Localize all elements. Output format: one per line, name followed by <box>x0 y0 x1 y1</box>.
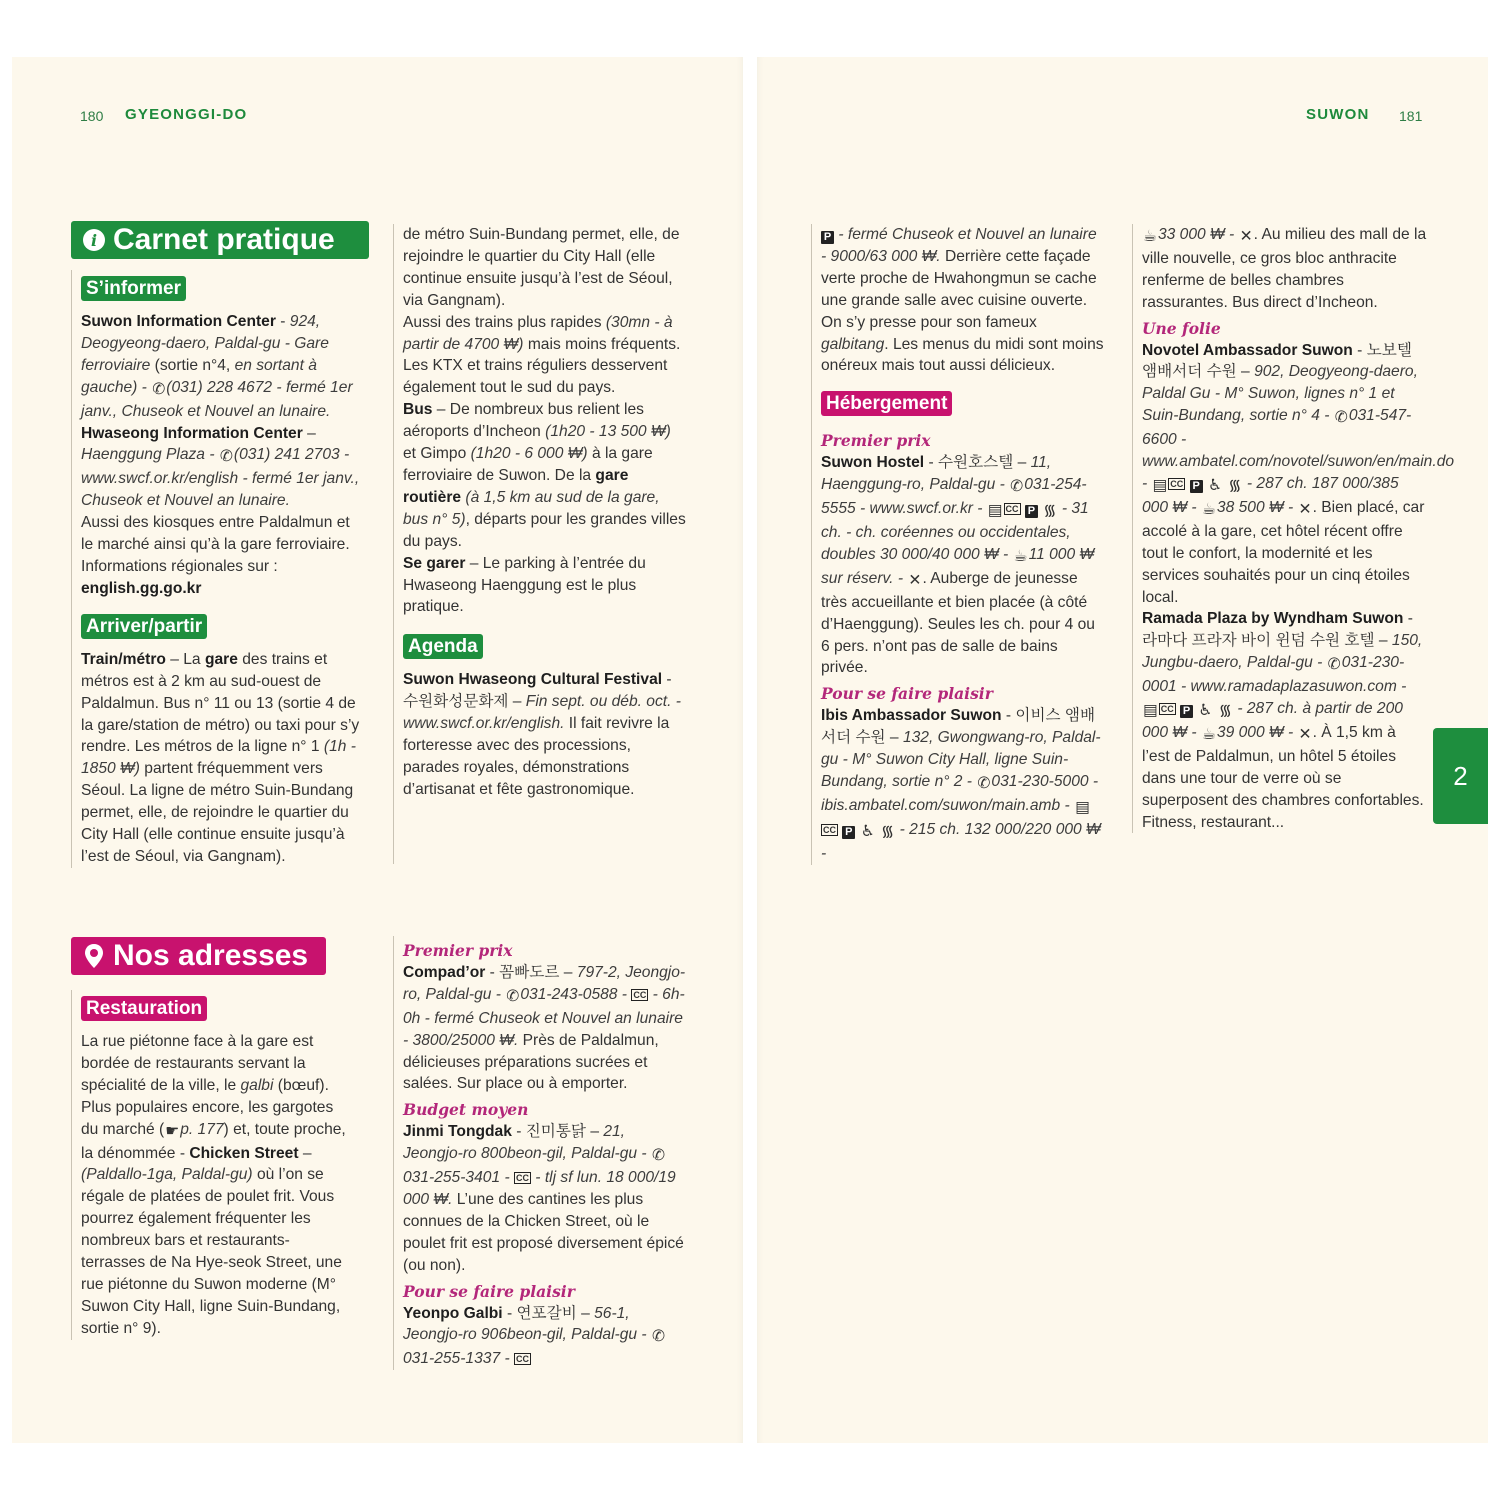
breakfast-cup-icon: ☕ <box>1201 725 1216 743</box>
carnet-pratique-title: Carnet pratique <box>113 223 335 256</box>
chapter-tab[interactable] <box>1433 728 1488 824</box>
hotel-name: Ramada Plaza by Wyndham Suwon <box>1142 610 1404 628</box>
bus-paragraph: Bus – De nombreux bus relient les aéroports d’Incheon (1h20 - 13 500 ₩) et Gimpo (1h20 - 6 000 ₩) à la gare ferroviaire de Suwon. De la gare routière (à 1,5 km au sud de la gare, bus n° 5), départs pour les grandes villes du pays. <box>403 401 686 550</box>
column-right-2 <box>1132 224 1455 833</box>
map-pin-icon <box>81 943 107 969</box>
running-head-left: GYEONGGI-DO <box>125 106 248 123</box>
category-label: Premier prix <box>403 941 513 960</box>
wifi-icon: ᯾ <box>881 822 895 840</box>
fast-trains-paragraph: Aussi des trains plus rapides (30mn - à partir de 4700 ₩) mais moins fréquents. Les KTX et trains réguliers desservent également tout le sud du pays. <box>403 313 681 397</box>
air-conditioning-icon: ▤ <box>1152 476 1168 494</box>
running-head-right: SUWON <box>1306 106 1370 123</box>
info-entry-suwon: Suwon Information Center - 924, Deogyeong-daero, Paldal-gu - Gare ferroviaire (sortie n°4, en sortant à gauche) - ✆(031) 228 4672 - fermé 1er janv., Chuseok et Nouvel an lunaire. <box>81 313 353 420</box>
chapter-number: 2 <box>1453 760 1468 791</box>
parking-icon: P <box>1180 705 1193 718</box>
hotel-ramada-plaza: Ramada Plaza by Wyndham Suwon - 라마다 프라자 바이 윈덤 수원 호텔 – 150, Jungbu-daero, Paldal-gu - ✆031-230-0001 - www.ramadaplazasuwon.com - ▤ CC P ♿ ᯾ - 287 ch. à partir de 200 000 ₩ - ☕39 000 ₩ - ✕. À 1,5 km à l’est de Paldalmun, un hôtel 5 étoiles dans une tour de verre où se superposent des chambres confortables. Fitness, restaurant... <box>1142 610 1424 831</box>
phone-icon: ✆ <box>651 1147 666 1165</box>
section-heading-arriver: Arriver/partir <box>81 614 207 639</box>
parking-icon: P <box>842 826 855 839</box>
hotel-ibis-ambassador: Pour se faire plaisir Ibis Ambassador Suwon - 이비스 앰배서더 수원 – 132, Gwongwang-ro, Paldal-gu - M° Suwon City Hall, ligne Suin-Bundang, sortie n° 2 - ✆031-230-5000 - ibis.ambatel.com/suwon/main.amb - ▤CC P ♿ ᯾ - 215 ch. 132 000/220 000 ₩ - <box>821 683 1106 864</box>
wifi-icon: ᯾ <box>1228 476 1242 494</box>
restauration-intro: La rue piétonne face à la gare est bordée de restaurants servant la spécialité de la ville, le galbi (bœuf). Plus populaires encore, les gargotes du marché (☛p. 177) et, toute proche, la dénommée - Chicken Street – (Paldallo-1ga, Paldal-gu) où l’on se régale de platées de poulet frit. Vous pourrez également fréquenter les nombreux bars et restaurants-terrasses de Na Hye-seok Street, une rue piétonne du Suwon moderne (M° Suwon City Hall, ligne Suin-Bundang, sortie n° 9). <box>81 1033 346 1337</box>
see-reference-icon: ☛ <box>165 1122 180 1140</box>
hotel-name: Novotel Ambassador Suwon <box>1142 341 1353 359</box>
section-heading-agenda: Agenda <box>403 634 483 659</box>
category-label: Pour se faire plaisir <box>821 684 993 704</box>
phone-icon: ✆ <box>506 987 520 1005</box>
credit-card-icon: CC <box>823 824 836 835</box>
restaurant-name: Compad’or <box>403 963 486 981</box>
train-continuation: de métro Suin-Bundang permet, elle, de rejoindre le quartier du City Hall (elle continue ensuite jusqu’à l’est de Séoul, via Gangnam). <box>403 226 680 309</box>
train-paragraph: Train/métro – La gare des trains et métros est à 2 km au sud-ouest de Paldalmun. Bus n° 11 ou 13 (sortie 4 de la gare/station de métro) ou taxi pour s’y rendre. Les métros de la ligne n° 1 (1h - 1850 ₩) partent fréquemment vers Séoul. La ligne de métro Suin-Bundang permet, elle, de rejoindre le quartier du City Hall (elle continue ensuite jusqu’à l’est de Séoul, via Gangnam). <box>81 650 360 865</box>
regional-info-url[interactable]: english.gg.go.kr <box>81 579 202 597</box>
category-label: Budget moyen <box>403 1100 529 1120</box>
restaurant-yeonpo-galbi: Pour se faire plaisir Yeonpo Galbi - 연포갈비 – 56-1, Jeongjo-ro 906beon-gil, Paldal-gu - ✆031-255-1337 - CC <box>403 1281 688 1371</box>
wifi-icon: ᯾ <box>1043 502 1057 520</box>
restaurant-name: Jinmi Tongdak <box>403 1123 512 1141</box>
fork-knife-icon: ✕ <box>1298 725 1312 743</box>
hotel-suwon-hostel: Premier prix Suwon Hostel - 수원호스텔 – 11, Haenggung-ro, Paldal-gu - ✆031-254-5555 - www.swcf.or.kr - ▤ CC P ᯾ - 31 ch. - ch. coréennes ou occidentales, doubles 30 000/40 000 ₩ - ☕11 000 ₩ sur réserv. - ✕. Auberge de jeunesse très accueillante et bien placée (à côté d’Haenggung). Seules les ch. pour 4 ou 6 pers. n’ont pas de salle de bains privée. <box>821 430 1106 679</box>
column-left-4 <box>393 936 688 1370</box>
fork-knife-icon: ✕ <box>908 571 922 589</box>
page-reference-link[interactable]: p. 177 <box>180 1120 224 1138</box>
page-number-right: 181 <box>1399 108 1423 124</box>
breakfast-cup-icon: ☕ <box>1013 547 1028 565</box>
hotel-name: Suwon Hostel <box>821 454 925 472</box>
carnet-pratique-banner <box>71 221 369 259</box>
column-left-3 <box>71 990 351 1340</box>
agenda-entry: Suwon Hwaseong Cultural Festival - 수원화성문화제 – Fin sept. ou déb. oct. - www.swcf.or.kr/english. Il fait revivre la forteresse avec des processions, parades royales, démonstrations d’artisanat et fête gastronomique. <box>403 671 681 798</box>
column-left-2-content <box>403 224 688 801</box>
restaurant-compador: Premier prix Compad’or - 꼼빠도르 – 797-2, Jeongjo-ro, Paldal-gu - ✆031-243-0588 - CC - 6h-0h - fermé Chuseok et Nouvel an lunaire - 3800/25000 ₩. Près de Paldalmun, délicieuses préparations sucrées et salées. Sur place ou à emporter. <box>403 940 688 1095</box>
restaurant-name: Yeonpo Galbi <box>403 1304 503 1322</box>
section-heading-hebergement: Hébergement <box>821 391 952 416</box>
wheelchair-icon: ♿ <box>1207 476 1222 494</box>
air-conditioning-icon: ▤ <box>987 502 1003 520</box>
phone-icon: ✆ <box>1010 478 1024 496</box>
column-right-1 <box>811 224 1106 865</box>
parking-icon: P <box>821 231 834 244</box>
air-conditioning-icon: ▤ <box>1143 702 1158 720</box>
parking-icon: P <box>1190 480 1203 493</box>
nos-adresses-title: Nos adresses <box>113 939 309 972</box>
column-left-1 <box>71 270 361 868</box>
credit-card-icon: CC <box>515 1354 529 1365</box>
parking-icon: P <box>1025 505 1038 518</box>
fork-knife-icon: ✕ <box>1298 500 1312 518</box>
kiosks-text: Aussi des kiosques entre Paldalmun et le marché ainsi qu’à la gare ferroviaire. <box>81 514 350 554</box>
credit-card-icon: CC <box>633 989 647 1000</box>
ibis-continuation: ☕33 000 ₩ - ✕. Au milieu des mall de la ville nouvelle, ce gros bloc anthracite renferme de belles chambres rassurantes. Bus direct d’Incheon. <box>1142 226 1427 311</box>
nos-adresses-banner <box>71 937 326 975</box>
phone-icon: ✆ <box>152 380 166 398</box>
wheelchair-icon: ♿ <box>860 822 875 840</box>
category-label: Pour se faire plaisir <box>403 1281 575 1301</box>
category-label: Premier prix <box>821 431 931 451</box>
info-icon <box>81 227 107 253</box>
fork-knife-icon: ✕ <box>1239 228 1253 245</box>
yeonpo-galbi-continuation: P - fermé Chuseok et Nouvel an lunaire - 9000/63 000 ₩. Derrière cette façade verte proche de Hwahongmun se cache une grande salle avec cuisine ouverte. On s’y presse pour son fameux galbitang. Les menus du midi sont moins onéreux mais tout aussi délicieux. <box>821 226 1104 375</box>
section-heading-restauration: Restauration <box>81 996 207 1021</box>
wifi-icon: ᯾ <box>1218 702 1233 720</box>
breakfast-cup-icon: ☕ <box>1201 500 1216 518</box>
phone-icon: ✆ <box>651 1328 666 1346</box>
section-heading-informer: S’informer <box>81 276 186 301</box>
hotel-novotel-ambassador: Une folie Novotel Ambassador Suwon - 노보텔 앰배서더 수원 – 902, Deogyeong-daero, Paldal Gu - M° Suwon, lignes n° 1 et Suin-Bundang, sortie n° 4 - ✆031-547-6600 - www.ambatel.com/novotel/suwon/en/main.do - ▤ CC P ♿ ᯾ - 287 ch. 187 000/385 000 ₩ - ☕38 500 ₩ - ✕. Bien placé, car accolé à la gare, cet hôtel récent offre tout le confort, la modernité et les services souhaités pour un cinq étoiles local. <box>1142 318 1455 606</box>
regional-info-label: Informations régionales sur : <box>81 557 278 575</box>
credit-card-icon: CC <box>1160 704 1174 715</box>
page-number-left: 180 <box>80 108 104 124</box>
phone-icon: ✆ <box>1334 409 1348 427</box>
parking-paragraph: Se garer – Le parking à l’entrée du Hwaseong Haenggung est le plus pratique. <box>403 554 646 616</box>
air-conditioning-icon: ▤ <box>1075 798 1090 816</box>
credit-card-icon: CC <box>515 1173 529 1184</box>
phone-icon: ✆ <box>1327 656 1341 674</box>
restaurant-jinmi-tongdak: Budget moyen Jinmi Tongdak - 진미통닭 – 21, Jeongjo-ro 800beon-gil, Paldal-gu - ✆031-255-3401 - CC - tlj sf lun. 18 000/19 000 ₩. L’une des cantines les plus connues de la Chicken Street, où le poulet frit est proposé diversement épicé (ou non). <box>403 1099 688 1276</box>
phone-icon: ✆ <box>977 774 991 792</box>
wheelchair-icon: ♿ <box>1198 702 1213 720</box>
credit-card-icon: CC <box>1170 478 1184 489</box>
hotel-name: Ibis Ambassador Suwon <box>821 707 1002 725</box>
category-label: Une folie <box>1142 318 1221 338</box>
svg-text:i: i <box>90 231 98 250</box>
phone-icon: ✆ <box>219 448 233 466</box>
info-entry-hwaseong: Hwaseong Information Center – Haenggung Plaza - ✆(031) 241 2703 - www.swcf.or.kr/english - fermé 1er janv., Chuseok et Nouvel an lunaire. <box>81 424 360 510</box>
credit-card-icon: CC <box>1005 504 1019 515</box>
breakfast-cup-icon: ☕ <box>1143 228 1157 245</box>
